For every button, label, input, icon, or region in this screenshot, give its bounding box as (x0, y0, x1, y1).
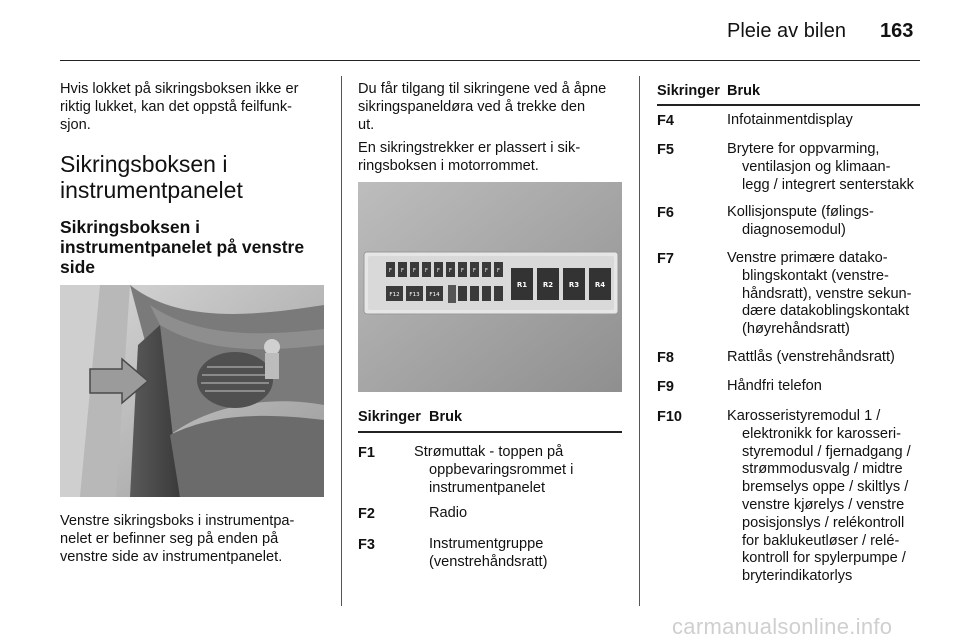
fuse-label: F (437, 268, 440, 274)
fuse-id-f9: F9 (657, 379, 674, 395)
relay-label-r4: R4 (594, 281, 606, 289)
text-line: venstre side av instrumentpanelet. (60, 549, 283, 565)
text-line: posisjonslys / relékontroll (742, 514, 905, 531)
text-line: sjon. (60, 117, 91, 133)
fuse-use-f5 (727, 141, 914, 194)
page-number: 163 (880, 20, 914, 42)
photo-caption (60, 512, 294, 566)
dashboard-photo-illustration (60, 285, 324, 497)
fuse-use-f7 (727, 250, 912, 339)
fuse-label-f12: F12 (389, 292, 400, 298)
fuse-label: F (461, 268, 464, 274)
text-line: elektronikk for karosseri- (742, 425, 901, 442)
column-divider-1 (341, 76, 342, 606)
table-header-fuses-col3: Sikringer (657, 83, 720, 99)
fusebox-diagram-svg (358, 182, 622, 392)
fusebox-diagram (358, 182, 622, 392)
header-rule (60, 60, 920, 61)
fuse-label: F (473, 268, 476, 274)
relay-label-r2: R2 (542, 281, 554, 289)
fuse-use-f4 (727, 112, 853, 130)
text-line: ventilasjon og klimaan- (742, 158, 891, 175)
fuse-use-f1 (414, 444, 573, 497)
heading-line: Sikringsboksen i (60, 217, 201, 237)
text-line: bryterindikatorlys (742, 568, 853, 585)
text-line: Infotainmentdisplay (727, 112, 853, 128)
text-line: (venstrehåndsratt) (429, 553, 548, 570)
relay-label-r3: R3 (568, 281, 580, 289)
fuse-label: F (485, 268, 488, 274)
fuse-id-f6: F6 (657, 205, 674, 221)
text-line: Kollisjonspute (følings- (727, 204, 874, 220)
text-line: ut. (358, 117, 375, 133)
table-header-use-col3: Bruk (727, 83, 761, 99)
text-line: Venstre primære datako- (727, 250, 888, 266)
text-line: bremselys oppe / skiltlys / (742, 479, 909, 496)
fuse-id-f7: F7 (657, 251, 674, 267)
text-line: instrumentpanelet (429, 479, 546, 496)
text-line: Venstre sikringsboks i instrumentpa- (60, 513, 295, 529)
relay-label-r1: R1 (516, 281, 528, 289)
text-line: strømmodusvalg / midtre (742, 461, 903, 478)
fuse-id-f3: F3 (358, 537, 375, 553)
text-line: nelet er befinner seg på enden på (60, 531, 279, 547)
text-line: riktig lukket, kan det oppstå feilfunk- (60, 99, 292, 115)
fuse-use-f3 (414, 536, 547, 572)
fuse-label: F (497, 268, 500, 274)
fuse-puller-paragraph (358, 139, 580, 175)
text-line: Håndfri telefon (727, 378, 822, 394)
text-line: En sikringstrekker er plassert i sik- (358, 140, 581, 156)
fuse-use-f2 (429, 505, 467, 523)
text-line: sikringspaneldøra ved å trekke den (358, 99, 586, 115)
text-line: for baklukeutløser / relé- (742, 532, 900, 549)
fuse-label: F (389, 268, 392, 274)
text-line: styremodul / fjernadgang / (742, 443, 911, 460)
subsection-heading (60, 217, 304, 277)
table-header-fuses: Sikringer (358, 409, 421, 425)
fuse-label-f14: F14 (429, 292, 440, 298)
table-header-rule-col3 (657, 104, 920, 106)
text-line: Du får tilgang til sikringene ved å åpne (358, 81, 607, 97)
running-header-title: Pleie av bilen (727, 20, 846, 42)
heading-line: instrumentpanelet på venstre (60, 237, 305, 257)
text-line: ringsboksen i motorrommet. (358, 158, 539, 174)
fuse-label: F (401, 268, 404, 274)
text-line: Instrumentgruppe (429, 536, 544, 552)
fuse-id-f8: F8 (657, 350, 674, 366)
text-line: (høyrehåndsratt) (742, 321, 850, 338)
table-header-rule (358, 431, 622, 433)
text-line: oppbevaringsrommet i (429, 461, 574, 478)
fuse-use-f10 (727, 408, 911, 586)
heading-line: instrumentpanelet (60, 177, 243, 203)
fuse-label-f13: F13 (409, 292, 420, 298)
fuse-id-f1: F1 (358, 445, 375, 461)
text-line: Radio (429, 505, 468, 521)
fuse-id-f10: F10 (657, 409, 682, 425)
text-line: Hvis lokket på sikringsboksen ikke er (60, 81, 299, 97)
fuse-label: F (425, 268, 428, 274)
section-heading (60, 151, 243, 203)
intro-paragraph (60, 80, 298, 134)
fuse-id-f5: F5 (657, 142, 674, 158)
watermark: carmanualsonline.info (672, 614, 893, 639)
column-divider-2 (639, 76, 640, 606)
fuse-use-f6 (727, 204, 874, 240)
text-line: legg / integrert senterstakk (742, 176, 914, 193)
fuse-id-f4: F4 (657, 113, 674, 129)
access-paragraph (358, 80, 606, 134)
fuse-label: F (413, 268, 416, 274)
heading-line: side (60, 257, 96, 277)
fuse-use-f9 (727, 378, 822, 396)
text-line: Strømuttak - toppen på (414, 444, 564, 460)
heading-line: Sikringsboksen i (60, 151, 228, 177)
text-line: håndsratt), venstre sekun- (742, 285, 912, 302)
table-header-use: Bruk (429, 409, 463, 425)
dashboard-fusebox-photo (60, 285, 324, 497)
text-line: blingskontakt (venstre- (742, 267, 889, 284)
text-line: venstre kjørelys / venstre (742, 496, 905, 513)
fuse-use-f8 (727, 349, 895, 367)
text-line: Rattlås (venstrehåndsratt) (727, 349, 895, 365)
text-line: kontroll for spylerpumpe / (742, 550, 906, 567)
text-line: diagnosemodul) (742, 221, 846, 238)
fuse-label: F (449, 268, 452, 274)
fuse-id-f2: F2 (358, 506, 375, 522)
text-line: Brytere for oppvarming, (727, 141, 880, 157)
text-line: dære datakoblingskontakt (742, 303, 910, 320)
text-line: Karosseristyremodul 1 / (727, 408, 881, 424)
